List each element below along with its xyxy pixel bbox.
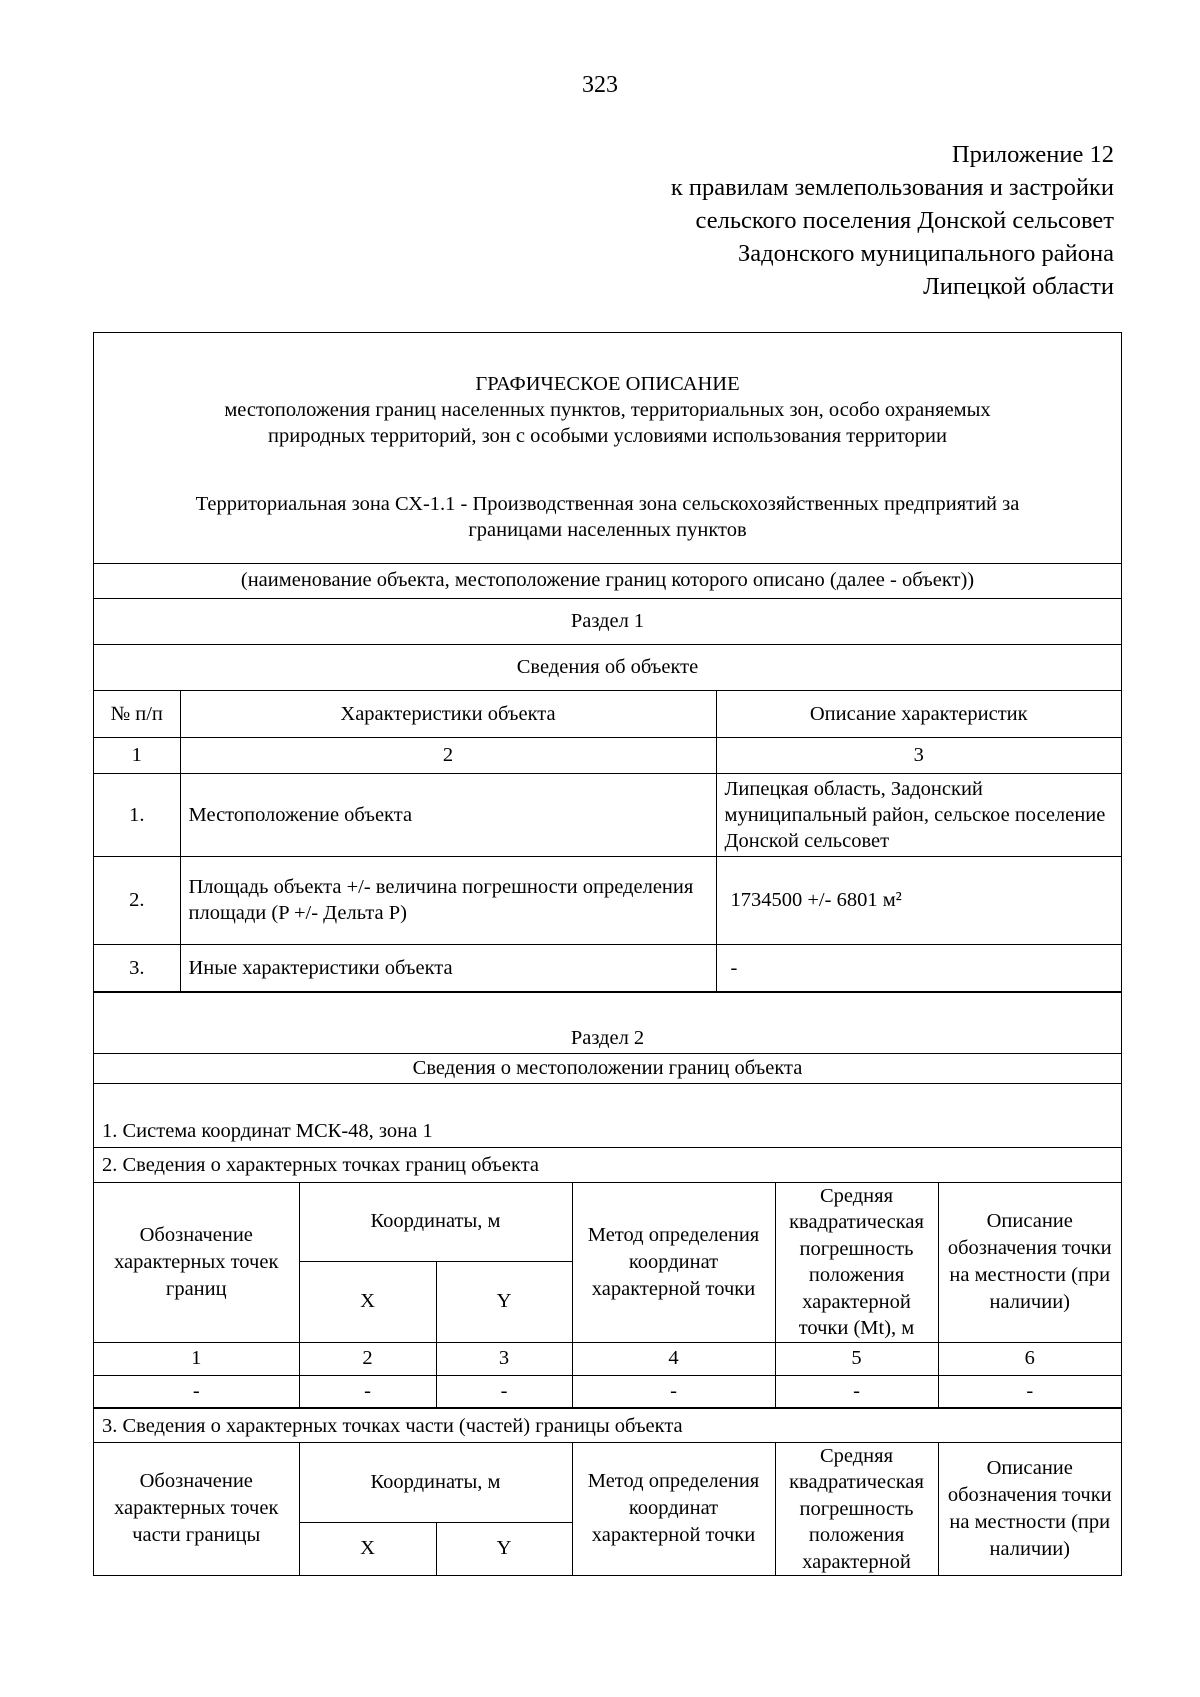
parts-section-title: 3. Сведения о характерных точках части (частей) границы объекта — [94, 1408, 1121, 1443]
row-characteristic: Местоположение объекта — [180, 773, 716, 856]
appendix-line: Задонского муниципального района — [737, 240, 1114, 267]
column-header: Описание обозначения точки на местности (при наличии) — [938, 1443, 1121, 1576]
table-cell: - — [938, 1375, 1121, 1407]
section2-title-block — [94, 992, 1121, 1054]
row-description: - — [716, 944, 1121, 991]
form-subtitle: местоположения границ населенных пунктов, территориальных зон, особо охраняемых — [224, 399, 991, 421]
table-row — [94, 773, 1121, 856]
zone-name: границами населенных пунктов — [468, 519, 747, 541]
column-number: 2 — [180, 737, 716, 773]
row-number: 2. — [94, 856, 180, 944]
object-caption: (наименование объекта, местоположение границ которого описано (далее - объект)) — [94, 564, 1121, 599]
column-header: Y — [436, 1262, 572, 1342]
appendix-line: Приложение 12 — [951, 141, 1114, 168]
table-cell: - — [94, 1375, 299, 1407]
section1-title: Раздел 1 — [94, 599, 1121, 645]
table-cell: - — [572, 1375, 775, 1407]
appendix-line: к правилам землепользования и застройки — [670, 174, 1114, 201]
row-number: 1. — [94, 773, 180, 856]
appendix-header — [414, 138, 1114, 303]
appendix-line: сельского поселения Донской сельсовет — [695, 207, 1114, 234]
row-characteristic: Иные характеристики объекта — [180, 944, 716, 991]
column-header: Обозначение характерных точек части границы — [94, 1443, 299, 1576]
column-header: Координаты, м — [299, 1443, 572, 1523]
column-header: Средняя квадратическая погрешность положения характерной — [775, 1443, 938, 1576]
column-number: 3 — [716, 737, 1121, 773]
column-header: Описание характеристик — [716, 691, 1121, 737]
column-number: 1 — [94, 737, 180, 773]
points-section-title: 2. Сведения о характерных точках границ объекта — [94, 1148, 1121, 1183]
column-number: 3 — [436, 1342, 572, 1375]
page-number: 323 — [582, 72, 618, 98]
column-header: Описание обозначения точки на местности (при наличии) — [938, 1183, 1121, 1343]
table-row — [94, 1375, 1121, 1407]
section2-title: Раздел 2 — [570, 1026, 645, 1049]
zone-name: Территориальная зона СХ-1.1 - Производственная зона сельскохозяйственных предприятий за — [195, 493, 1020, 515]
row-description: Липецкая область, Задонский муниципальный район, сельское поселение Донской сельсовет — [716, 773, 1121, 856]
column-number: 2 — [299, 1342, 436, 1375]
column-header: Характеристики объекта — [180, 691, 716, 737]
table-cell: - — [299, 1375, 436, 1407]
column-header: № п/п — [94, 691, 180, 737]
table-row — [94, 856, 1121, 944]
row-characteristic: Площадь объекта +/- величина погрешности определения площади (P +/- Дельта P) — [180, 856, 716, 944]
column-number: 4 — [572, 1342, 775, 1375]
form-header — [94, 333, 1121, 564]
table-row — [94, 944, 1121, 991]
appendix-line: Липецкой области — [923, 273, 1114, 300]
object-info-table — [94, 691, 1121, 992]
column-header: Координаты, м — [299, 1183, 572, 1262]
column-number: 6 — [938, 1342, 1121, 1375]
column-number: 5 — [775, 1342, 938, 1375]
row-number: 3. — [94, 944, 180, 991]
section1-subtitle: Сведения об объекте — [94, 645, 1121, 691]
row-description: 1734500 +/- 6801 м² — [716, 856, 1121, 944]
table-cell: - — [775, 1375, 938, 1407]
boundary-points-table — [94, 1183, 1121, 1408]
column-header: Y — [436, 1522, 572, 1575]
column-header: X — [299, 1522, 436, 1575]
column-number: 1 — [94, 1342, 299, 1375]
table-cell: - — [436, 1375, 572, 1407]
column-header: X — [299, 1262, 436, 1342]
boundary-part-points-table — [94, 1443, 1121, 1577]
form-title: ГРАФИЧЕСКОЕ ОПИСАНИЕ — [475, 373, 740, 395]
section2-subtitle: Сведения о местоположении границ объекта — [94, 1054, 1121, 1084]
column-header: Средняя квадратическая погрешность положения характерной точки (Mt), м — [775, 1183, 938, 1343]
column-header: Метод определения координат характерной точки — [572, 1443, 775, 1576]
column-header: Метод определения координат характерной точки — [572, 1183, 775, 1343]
column-header: Обозначение характерных точек границ — [94, 1183, 299, 1343]
coordinate-system: 1. Система координат МСК-48, зона 1 — [94, 1084, 1121, 1148]
graphic-description-form — [93, 332, 1122, 1576]
form-subtitle: природных территорий, зон с особыми условиями использования территории — [268, 425, 947, 447]
